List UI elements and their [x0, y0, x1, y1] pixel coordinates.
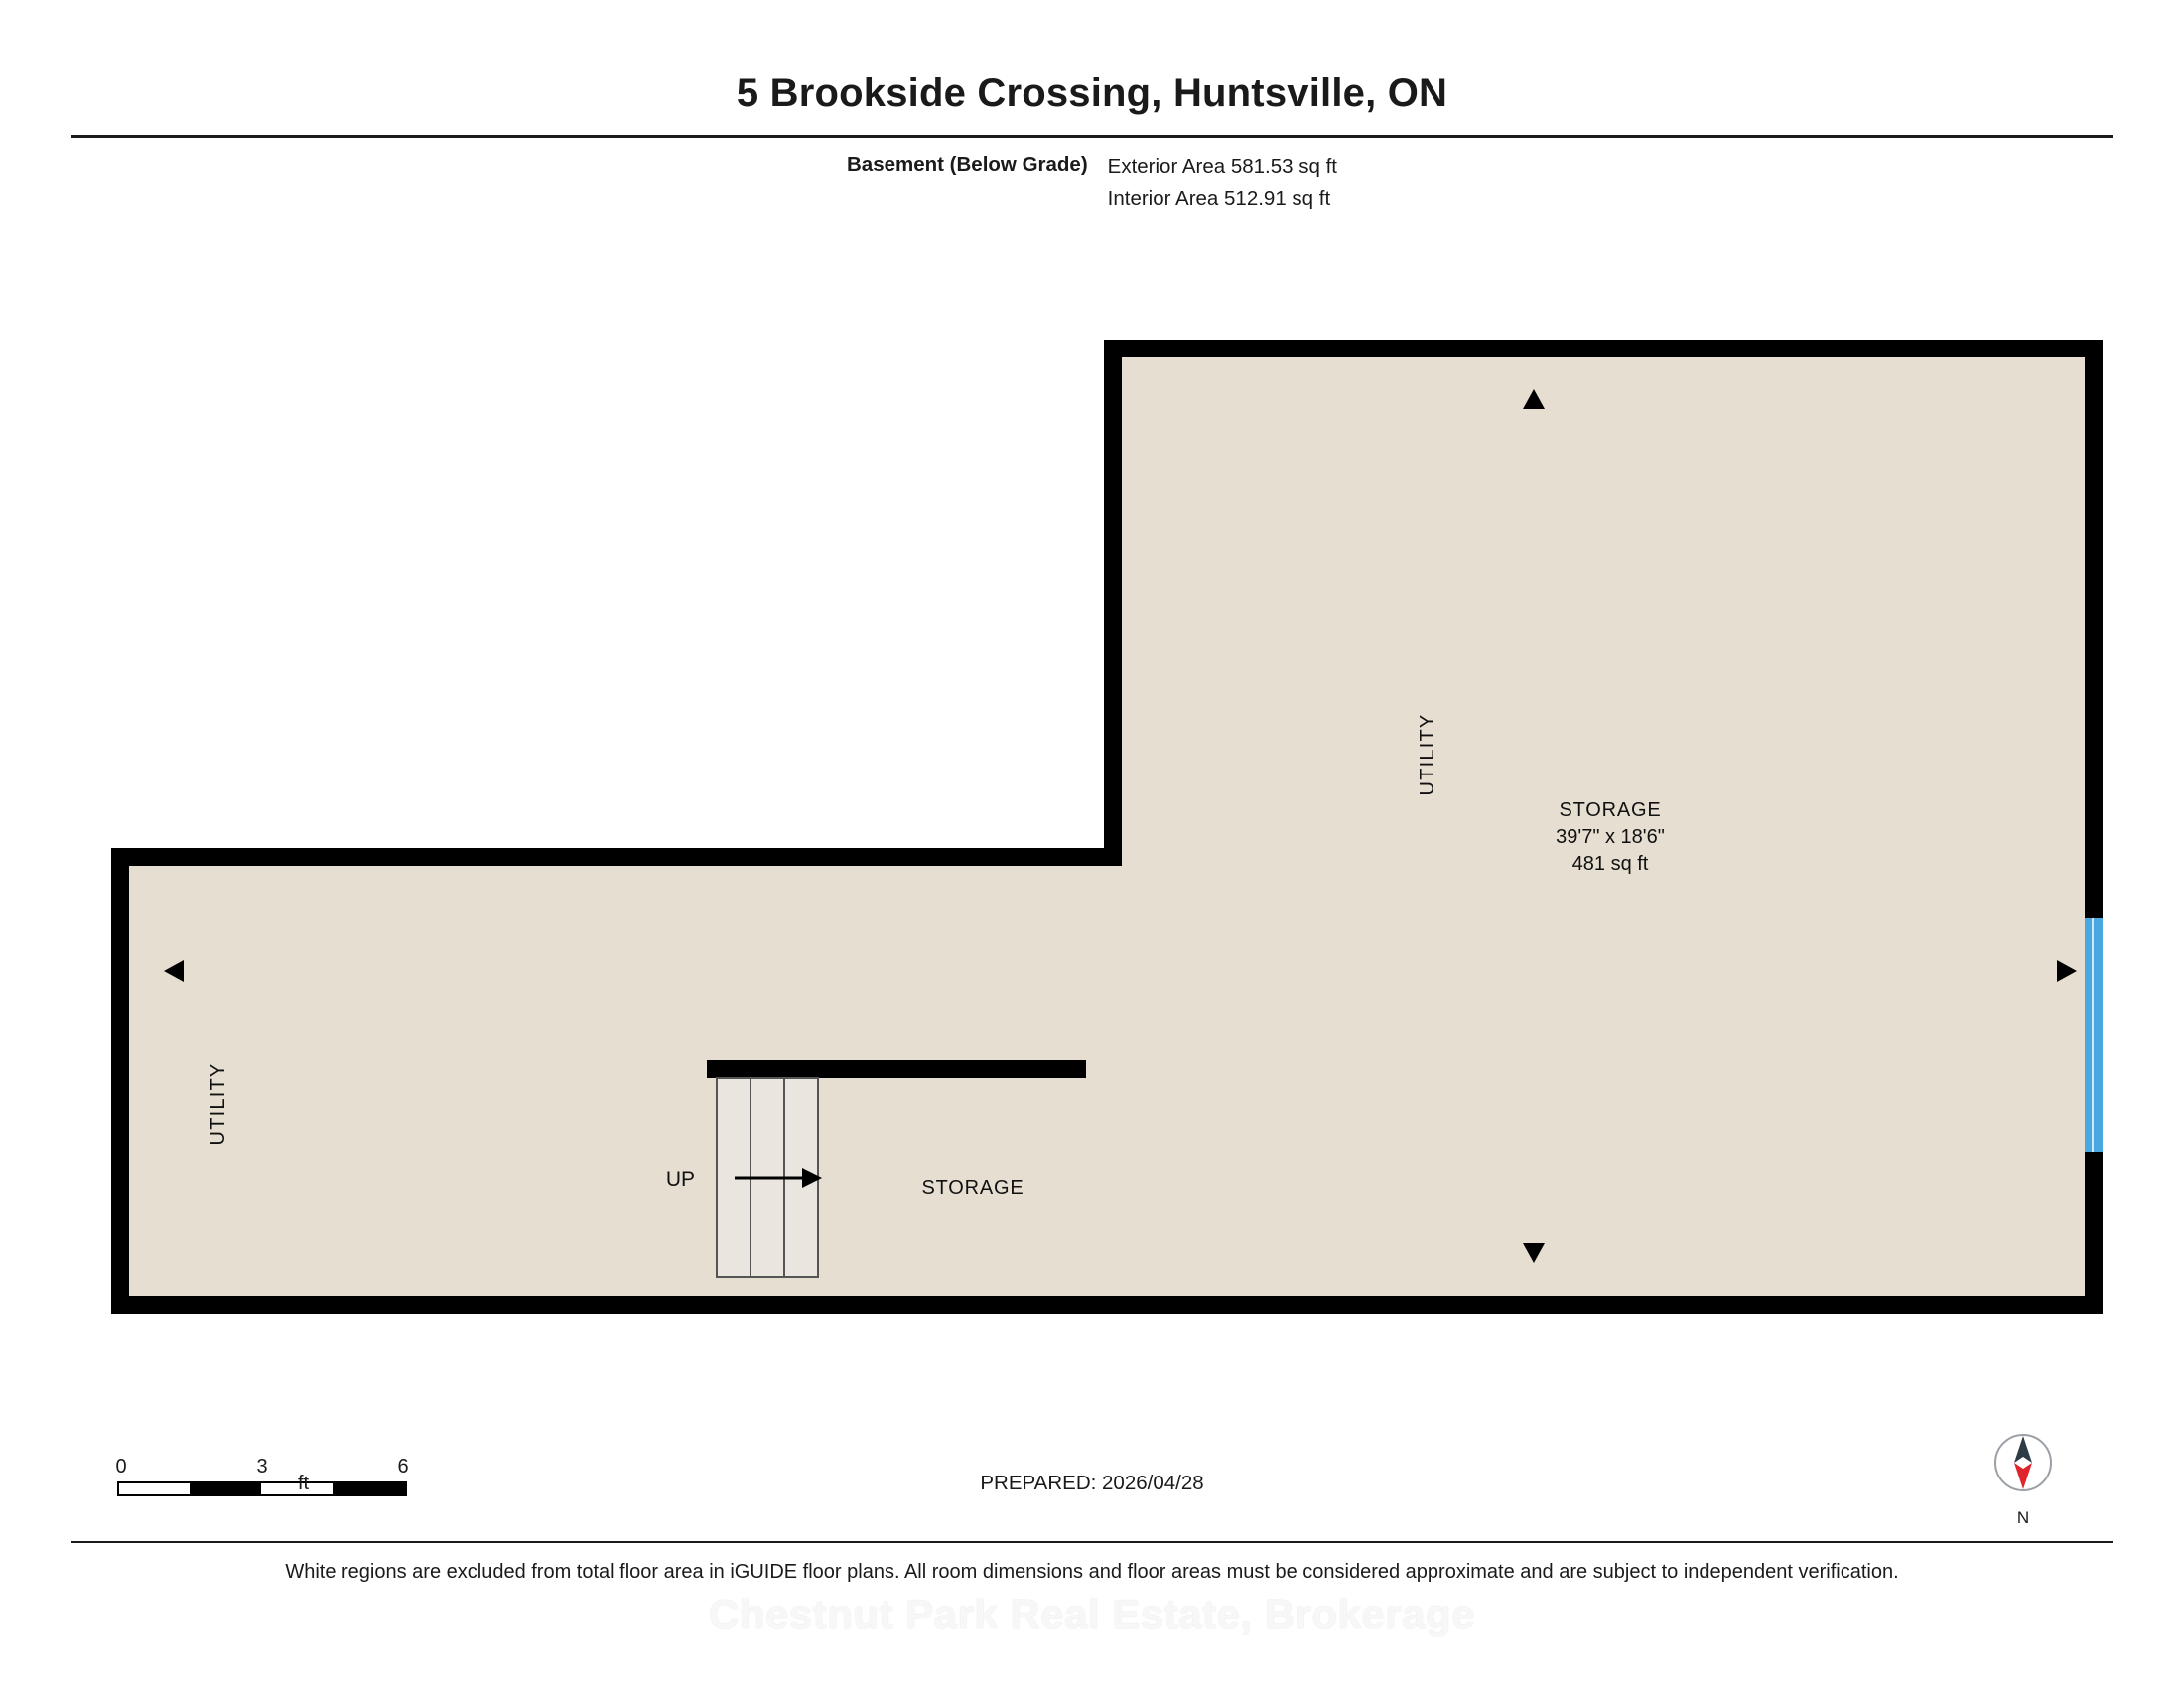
scale-unit-label: ft	[298, 1473, 310, 1494]
room-label-utility-lower: UTILITY	[207, 1062, 229, 1146]
room-label-storage-main: STORAGE	[1559, 799, 1662, 821]
interior-area-text: Interior Area 512.91 sq ft	[1107, 187, 1331, 211]
stairs	[707, 1060, 828, 1277]
stairs-up-label: UP	[665, 1168, 695, 1191]
scale-tick-0: 0	[115, 1456, 127, 1477]
prepared-date: PREPARED: 2026/04/28	[980, 1472, 1204, 1494]
window-frame-line	[2092, 918, 2094, 1152]
compass-north-label: N	[2016, 1508, 2030, 1527]
page-title: 5 Brookside Crossing, Huntsville, ON	[736, 71, 1448, 115]
compass	[1974, 1426, 2073, 1528]
room-dimensions-storage-main: 39'7" x 18'6"	[1556, 826, 1665, 848]
compass-rose-icon	[1974, 1426, 2073, 1499]
brokerage-watermark: Chestnut Park Real Estate, Brokerage	[709, 1591, 1475, 1637]
room-label-storage-lower: STORAGE	[921, 1177, 1024, 1198]
level-label: Basement (Below Grade)	[847, 153, 1088, 176]
room-label-utility-upper: UTILITY	[1417, 713, 1438, 796]
disclaimer-text: White regions are excluded from total floor area in iGUIDE floor plans. All room dimensions and floor areas must be considered approximate and are subject to independent verification.	[285, 1561, 1899, 1583]
footer-divider	[71, 1541, 2113, 1543]
room-area-storage-main: 481 sq ft	[1571, 853, 1649, 875]
exterior-area-text: Exterior Area 581.53 sq ft	[1107, 155, 1337, 178]
scale-tick-1: 3	[256, 1456, 268, 1477]
scale-tick-2: 6	[397, 1456, 409, 1477]
